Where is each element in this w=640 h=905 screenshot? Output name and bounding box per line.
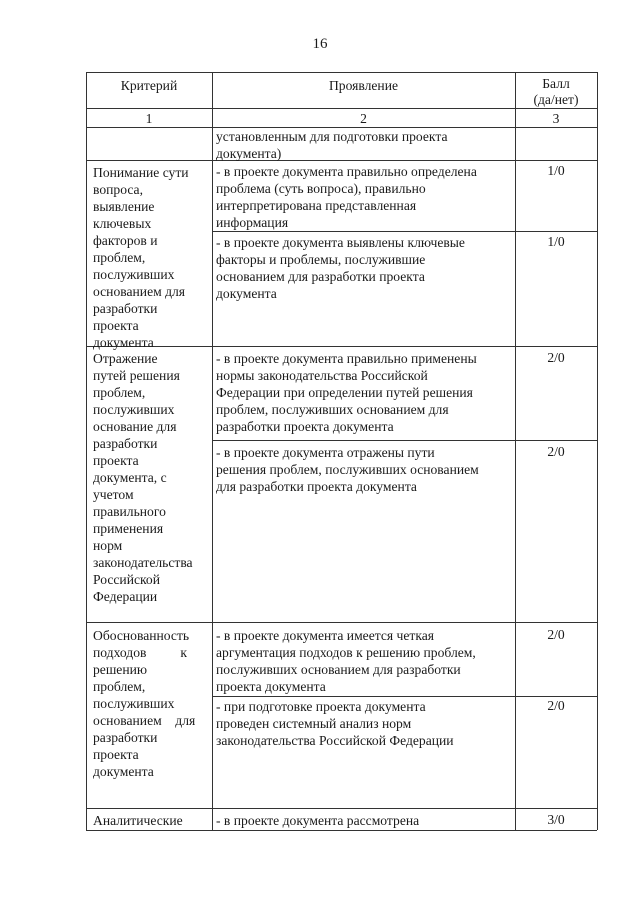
score-cell: 2/0: [547, 444, 565, 459]
criterion-cell: Обоснованность подходов к решению проблем, послуживших основанием для разработки проекта документа: [93, 628, 196, 779]
score-cell: 2/0: [547, 698, 565, 713]
criterion-cell: Понимание сути вопроса, выявление ключевых факторов и проблем, послуживших основанием для разработки проекта документа: [93, 165, 189, 350]
manifestation-cell: - в проекте документа рассмотрена: [216, 813, 420, 828]
item-divider: [212, 440, 597, 441]
manifestation-cell: - в проекте документа отражены пути решения проблем, послуживших основанием для разработки проекта документа: [216, 445, 479, 494]
header-num-3: 3: [552, 111, 560, 126]
criterion-cell: Отражение путей решения проблем, послуживших основание для разработки проекта документа, с учетом правильного применения норм законодательства Российской Федерации: [93, 351, 193, 604]
table-header-divider: [86, 108, 597, 109]
header-num-2: 2: [360, 111, 367, 126]
table-border-bottom: [86, 830, 597, 831]
row-divider: [86, 808, 597, 809]
table-border-left: [86, 72, 87, 830]
item-divider: [212, 231, 597, 232]
page-number: 16: [312, 36, 328, 52]
row-divider: [86, 622, 597, 623]
header-manifestation: Проявление: [328, 78, 399, 93]
manifestation-cell: - в проекте документа правильно применены нормы законодательства Российской Федерации при определении путей решения проблем, послуживших основанием для разработки проекта документа: [216, 351, 477, 434]
score-cell: 2/0: [547, 350, 565, 365]
score-cell: 2/0: [547, 627, 565, 642]
header-score: Балл (да/нет): [533, 76, 579, 107]
manifestation-cell: - при подготовке проекта документа проведен системный анализ норм законодательства Российской Федерации: [216, 699, 454, 748]
header-criterion: Критерий: [120, 78, 178, 93]
score-cell: 1/0: [547, 234, 565, 249]
header-num-1: 1: [145, 111, 153, 126]
table-border-top: [86, 72, 597, 73]
score-cell: 1/0: [547, 163, 565, 178]
criterion-cell: Аналитические: [93, 813, 183, 828]
column-divider: [212, 72, 213, 830]
manifestation-cell: - в проекте документа имеется четкая аргументация подходов к решению проблем, послуживших основанием для разработки проекта документа: [216, 628, 476, 694]
manifestation-cell: - в проекте документа правильно определена проблема (суть вопроса), правильно интерпретирована представленная информация: [216, 164, 477, 230]
item-divider: [212, 696, 597, 697]
continuation-text: установленным для подготовки проекта документа): [216, 129, 448, 161]
manifestation-cell: - в проекте документа выявлены ключевые факторы и проблемы, послужившие основанием для разработки проекта документа: [216, 235, 465, 301]
table-border-right: [597, 72, 598, 830]
score-cell: 3/0: [547, 812, 565, 827]
column-divider: [515, 72, 516, 830]
